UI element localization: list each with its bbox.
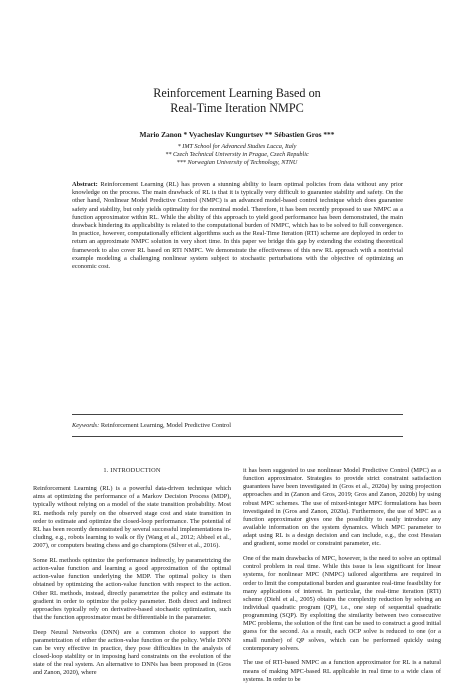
left-column — [33, 467, 231, 684]
keywords-text: Reinforcement Learning, Model Predictive Control — [100, 422, 232, 429]
intro-paragraph-6: The use of RTI-based NMPC as a function approximator for RL is a natural means of making MPC-based RL applicable in real time to a wide class of systems. In order to be — [243, 659, 441, 683]
keywords-divider — [72, 436, 403, 437]
abstract-label: Abstract: — [72, 181, 98, 188]
keywords-label: Keywords: — [72, 422, 100, 429]
keywords — [72, 422, 403, 430]
affiliation-1: * IMT School for Advanced Studies Lucca, Italy — [177, 143, 297, 150]
affiliation-3: *** Norwegian University of Technology, NTNU — [176, 159, 298, 166]
intro-paragraph-5: One of the main drawbacks of MPC, however, is the need to solve an optimal control problem in real time. While this issue is less significant for linear systems, for nonlinear MPC (NMPC) tailored algorithms are required in order to limit the computational burden and guarantee real-time feasibility for many applications of interest. In particular, the real-time iteration (RTI) scheme (Diehl et al., 2005) obtains the complexity reduction by solving an individual quadratic program (QP), i.e., one step of sequential quadratic programming (SQP). By exploiting the similarity between two consecutive MPC problems, the solution of the first can be used to construct a good initial guess for the second. As a result, each OCP solve is reduced to one (or a small number) of QP solves, which can be performed quickly using contemporary solvers. — [243, 555, 441, 652]
intro-paragraph-1: Reinforcement Learning (RL) is a powerful data-driven technique which aims at optimizing the performance of a Markov Decision Process (MDP), typically without relying on a model of the state transition probability. Most RL methods rely purely on the observed stage cost and state transition in order to estimate and optimize the closed-loop performance. The potential of RL has been recently demonstrated by several successful implementations in-cluding, e.g., robots learning to walk or fly (Wang et al., 2012; Abbeel et al., 2007), or computers beating chess and go champions (Silver et al., 2016). — [33, 485, 231, 550]
intro-paragraph-3: Deep Neural Networks (DNN) are a common choice to support the parametrization of either the action-value function or the policy. While DNN can be very effective in practice, they pose difficulties in the analysis of closed-loop stability or in imposing hard constraints on the evolution of the state of the real system. An alternative to DNNs has been proposed in (Gros and Zanon, 2020), where — [33, 628, 231, 677]
abstract-text: Reinforcement Learning (RL) has proven a stunning ability to learn optimal policies from data without any prior knowledge on the process. The main drawback of RL is that it is typically very difficult to guarantee stability and safety. On the other hand, Nonlinear Model Predictive Control (NMPC) is an advanced model-based control technique which does guarantee safety and stability, but only yields optimality for the nominal model. Therefore, it has been recently proposed to use NMPC as a function approximator within RL. While the ability of this approach to yield good performance has been demonstrated, the main drawback hindering its applicability is related to the computational burden of NMPC, which has to be solved to full convergence. In practice, however, computationally efficient algorithms such as the Real-Time Iteration (RTI) scheme are deployed in order to return an approximate NMPC solution in very short time. In this paper we bridge this gap by extending the existing theoretical framework to also cover RL based on RTI NMPC. We demonstrate the effectiveness of this new RL approach with a nontrivial example modeling a challenging nonlinear system subject to stochastic perturbations with the objective of optimizing an economic cost. — [72, 181, 403, 271]
affiliation-2: ** Czech Technical University in Prague, Czech Republic — [165, 151, 309, 158]
right-column — [243, 467, 441, 690]
abstract-divider — [72, 414, 403, 415]
paper-title-line-1: Reinforcement Learning Based on — [153, 86, 321, 100]
author-list: Mario Zanon * Vyacheslav Kungurtsev ** Sébastien Gros *** — [139, 130, 335, 139]
abstract — [72, 181, 403, 271]
intro-paragraph-2: Some RL methods optimize the performance indirectly, by parametrizing the action-value function and learning a good approximation of the optimal action-value function underlying the MDP. The optimal policy is then obtained by optimizing the action-value function with respect to the action. Other RL methods, instead, directly parametrize the policy and estimate its gradient in order to optimize the policy parameter. Both direct and indirect approaches typically rely on derivative-based stochastic optimization, such that the function approximator must be differentiable in the parameter. — [33, 556, 231, 621]
section-heading: 1. INTRODUCTION — [103, 467, 161, 474]
intro-paragraph-4: it has been suggested to use nonlinear Model Predictive Control (MPC) as a function approximator. Strategies to provide strict constraint satisfaction guarantees have been investigated in (Gros et al., 2020a) by using projection approaches and in (Zanon and Gros, 2019; Gros and Zanon, 2020b) by using robust MPC schemes. The use of mixed-integer MPC formulations has been investigated in (Gros and Zanon, 2020a). Furthermore, the use of MPC as a function approximator gives one the possibility to easily introduce any available information on the system dynamics. Which MPC parameter to adapt using RL is a design decision and can include, e.g., the cost Hessian and gradient, some model or constraint parameter, etc. — [243, 467, 441, 548]
paper-title-line-2: Real-Time Iteration NMPC — [170, 101, 304, 115]
